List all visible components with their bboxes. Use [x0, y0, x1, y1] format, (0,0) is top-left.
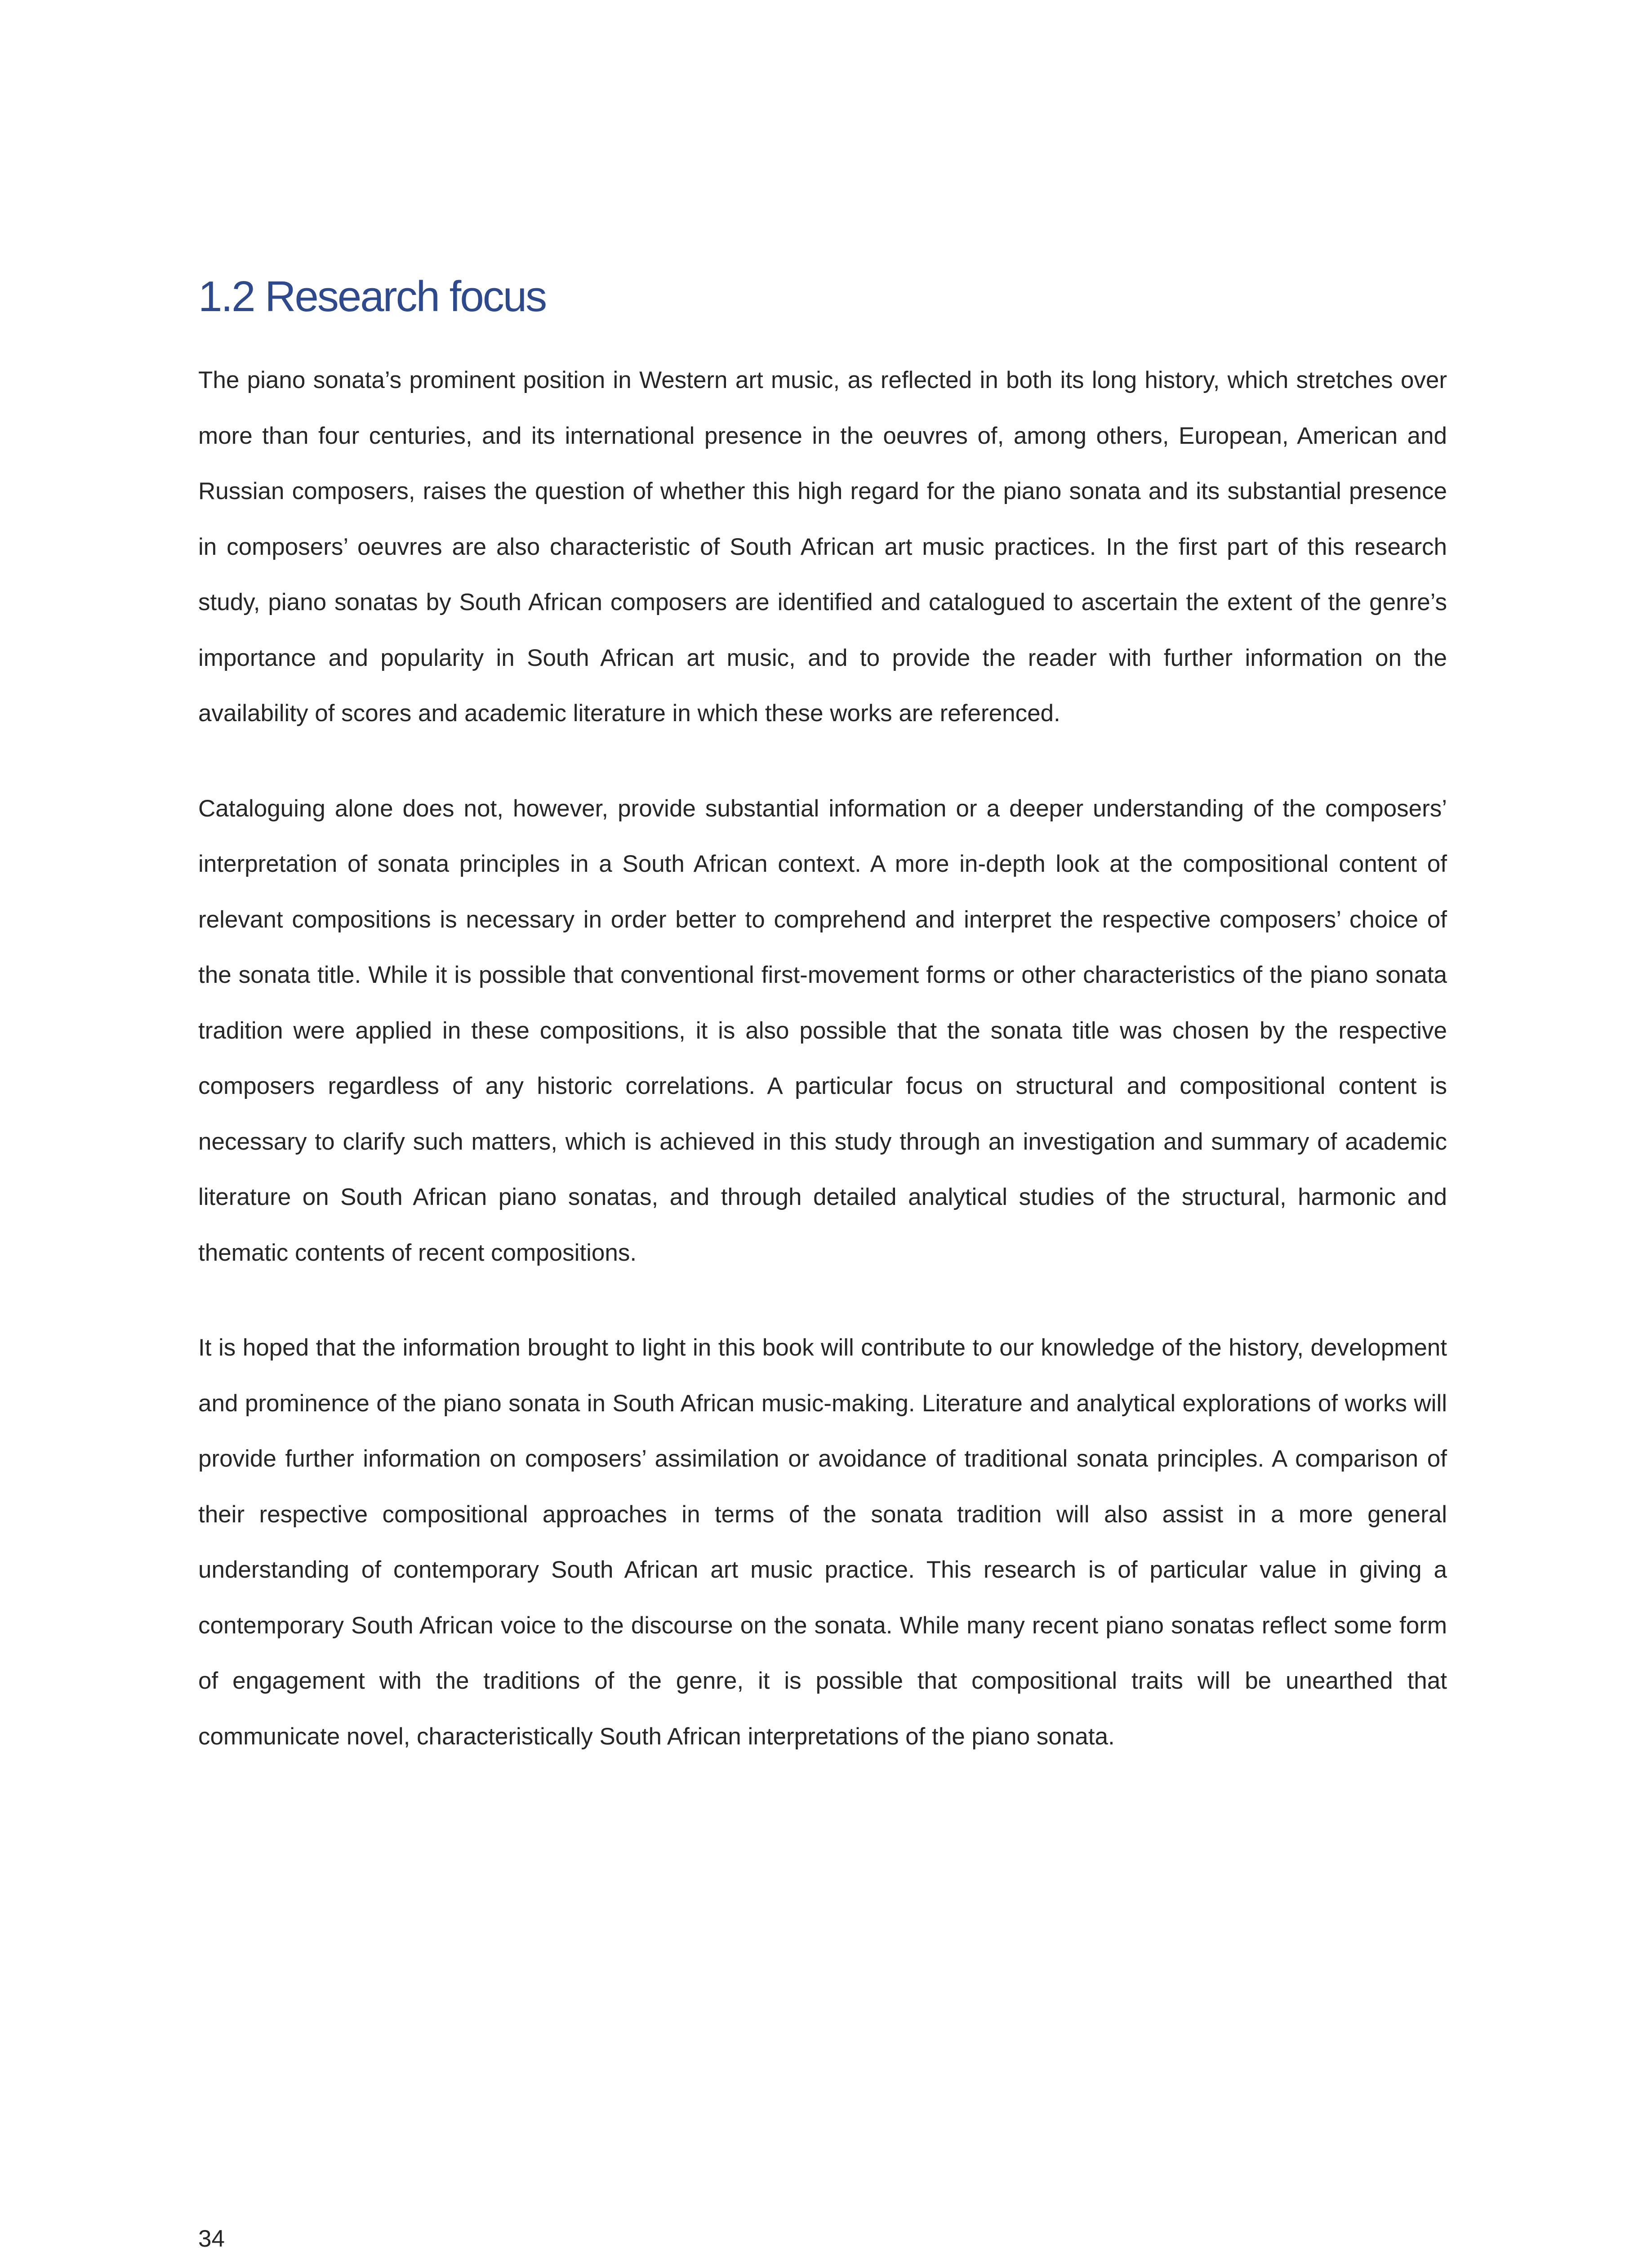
page-number: 34	[198, 2226, 225, 2248]
section-heading: 1.2 Research focus	[198, 272, 546, 321]
paragraph-contribution: It is hoped that the information brought to light in this book will contribute to our knowledge of the history, development and prominence of the piano sonata in South African music-making. Literature and analytical explorations of works will provide further information on composers’ assimilation or avoidance of traditional sonata principles. A comparison of their respective compositional approaches in terms of the sonata tradition will also assist in a more general understanding of contemporary South African art music practice. This research is of particular value in giving a contemporary South African voice to the discourse on the sonata. While many recent piano sonatas reflect some form of engagement with the traditions of the genre, it is possible that compositional traits will be unearthed that communicate novel, characteristically South African interpretations of the piano sonata.	[198, 1334, 1447, 1750]
paragraph-cataloguing: Cataloguing alone does not, however, provide substantial information or a deeper understanding of the composers’ interpretation of sonata principles in a South African context. A more in-depth look at the compositional content of relevant compositions is necessary in order better to comprehend and interpret the respective composers’ choice of the sonata title. While it is possible that conventional first-movement forms or other characteristics of the piano sonata tradition were applied in these compositions, it is also possible that the sonata title was chosen by the respective composers regardless of any historic correlations. A particular focus on structural and compositional content is necessary to clarify such matters, which is achieved in this study through an investigation and summary of academic literature on South African piano sonatas, and through detailed analytical studies of the structural, harmonic and thematic contents of recent compositions.	[198, 795, 1447, 1266]
body-text	[198, 352, 1447, 1764]
paragraph-research-question: The piano sonata’s prominent position in Western art music, as reflected in both its long history, which stretches over more than four centuries, and its international presence in the oeuvres of, among others, European, American and Russian composers, raises the question of whether this high regard for the piano sonata and its substantial presence in composers’ oeuvres are also characteristic of South African art music practices. In the first part of this research study, piano sonatas by South African composers are identified and catalogued to ascertain the extent of the genre’s importance and popularity in South African art music, and to provide the reader with further information on the availability of scores and academic literature in which these works are referenced.	[198, 367, 1447, 727]
page-content	[198, 270, 1447, 1804]
